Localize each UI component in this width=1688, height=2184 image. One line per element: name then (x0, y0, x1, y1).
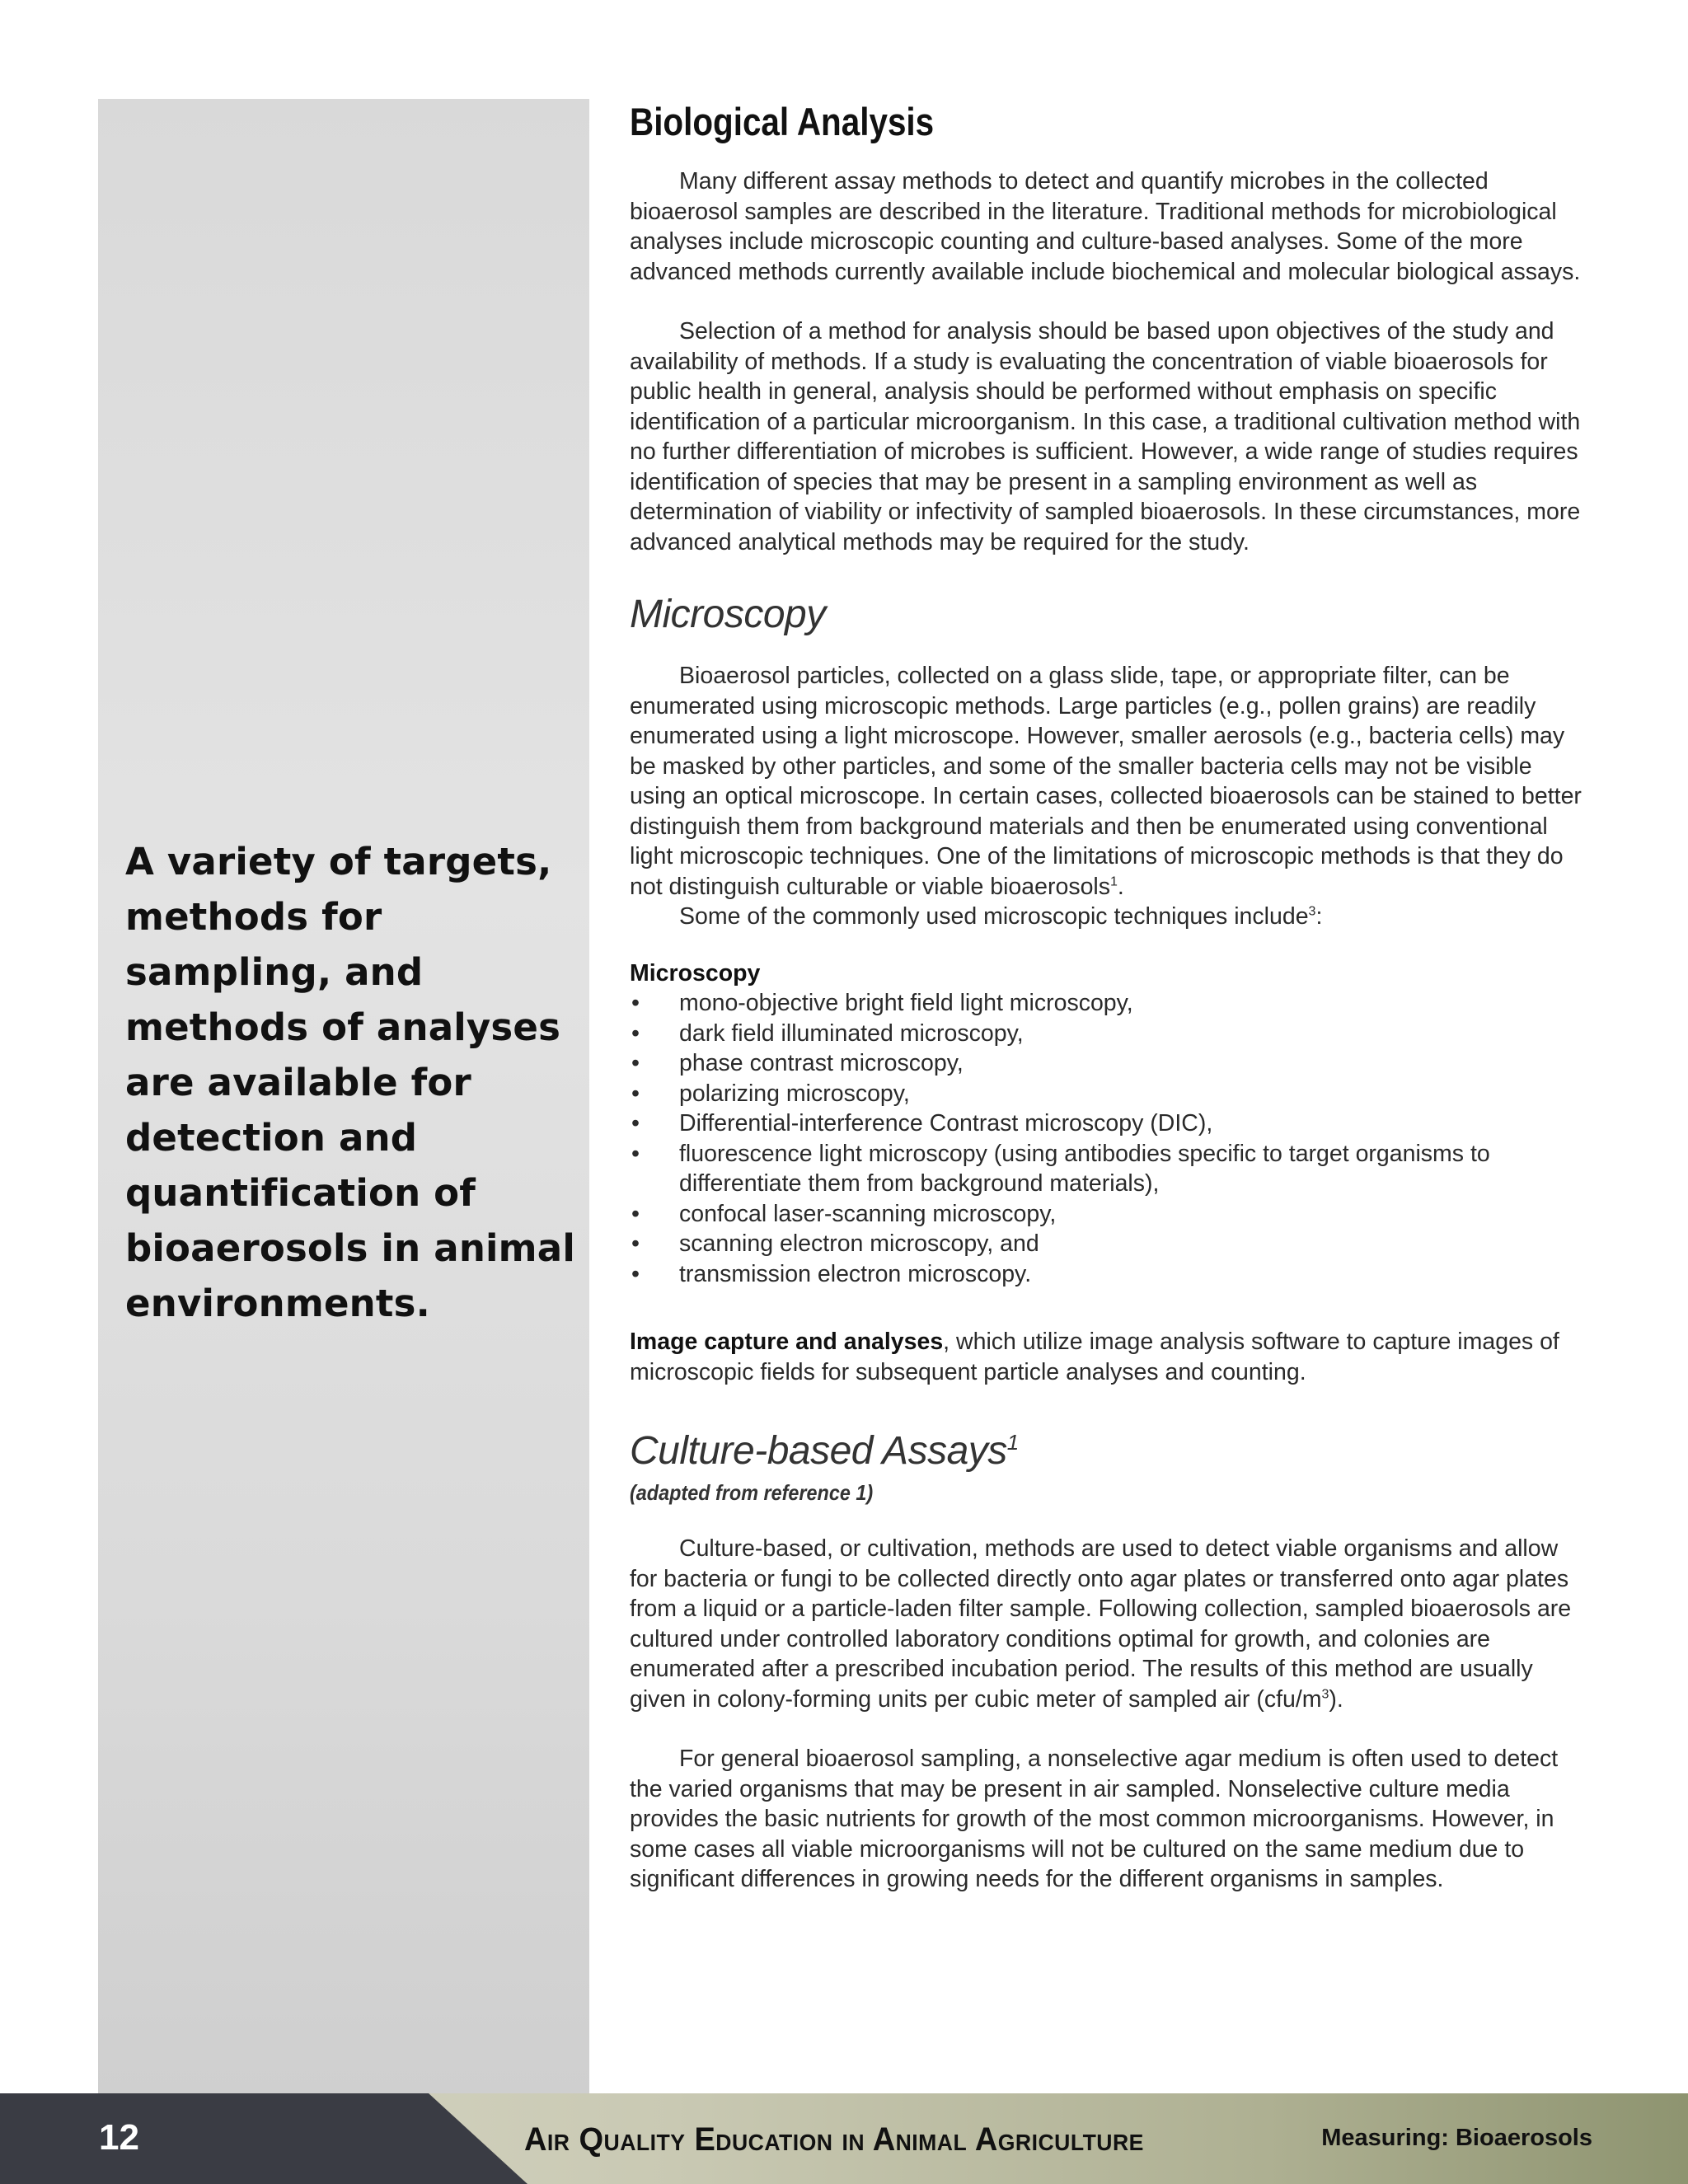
image-capture-paragraph: Image capture and analyses, which utilize image analysis software to capture images of microscopic fields for subsequent particle analyses and counting. (630, 1329, 1559, 1385)
section-title: Biological Analysis (630, 100, 935, 143)
list-item: • scanning electron microscopy, and (631, 1230, 1039, 1257)
list-item: • fluorescence light microscopy (using antibodies specific to target organisms to differentiate them from background materials), (631, 1140, 1490, 1197)
page-number: 12 (99, 2117, 139, 2158)
microscopy-list-title: Microscopy (630, 959, 761, 987)
footer-section-label: Measuring: Bioaerosols (1321, 2125, 1592, 2151)
list-item: • Differential-interference Contrast microscopy (DIC), (631, 1110, 1213, 1137)
culture-caption: (adapted from reference 1) (630, 1480, 874, 1505)
microscopy-technique-list (630, 988, 1590, 1289)
publication-title: Air Quality Education in Animal Agriculture (524, 2121, 1144, 2158)
microscopy-paragraph-1: Bioaerosol particles, collected on a glass slide, tape, or appropriate filter, can be enumerated using microscopic methods. Large particles (e.g., pollen grains) are readily enumerated using a light microscope. However, smaller aerosols (e.g., bacteria cells) may be masked by other particles, and some of the smaller bacteria cells may not be visible using an optical microscope. In certain cases, collected bioaerosols can be stained to better distinguish them from background materials and then be enumerated using conventional light microscopic techniques. One of the limitations of microscopic methods is that they do not distinguish culturable or viable bioaerosols$^1$. (630, 663, 1582, 900)
intro-paragraph-1: Many different assay methods to detect and quantify microbes in the collected bioaerosol samples are described in the literature. Traditional methods for microbiological analyses include microscopic counting and culture-based analyses. Some of the more advanced methods currently available include biochemical and molecular biological assays. (630, 168, 1581, 285)
pull-quote: A variety of targets, methods for sampling, and methods of analyses are available for detection and quantification of bioaerosols in animal environments. (125, 840, 575, 1325)
culture-heading: Culture-based Assays$^1$ (630, 1429, 1019, 1473)
microscopy-heading: Microscopy (630, 593, 826, 636)
main-column (630, 92, 1590, 1895)
list-item: • mono-objective bright field light microscopy, (631, 990, 1133, 1016)
footer-dark-band (0, 2093, 528, 2184)
list-item: • transmission electron microscopy. (631, 1260, 1032, 1287)
list-item: • confocal laser-scanning microscopy, (631, 1200, 1057, 1227)
list-item: • dark field illuminated microscopy, (631, 1019, 1024, 1047)
intro-paragraph-2: Selection of a method for analysis should be based upon objectives of the study and availability of methods. If a study is evaluating the concentration of viable bioaerosols for public health in general, analysis should be performed without emphasis on specific identification of a particular microorganism. In this case, a traditional cultivation method with no further differentiation of microbes is sufficient. However, a wide range of studies requires identification of species that may be present in a sampling environment as well as determination of viability or infectivity of sampled bioaerosols. In these circumstances, more advanced analytical methods may be required for the study. (630, 318, 1581, 555)
list-item: • polarizing microscopy, (631, 1080, 910, 1107)
culture-paragraph-1: Culture-based, or cultivation, methods are used to detect viable organisms and allow for bacteria or fungi to be collected directly onto agar plates or transferred onto agar plates from a liquid or a particle-laden filter sample. Following collection, sampled bioaerosols are cultured under controlled laboratory conditions optimal for growth, and colonies are enumerated after a prescribed incubation period. The results of this method are usually given in colony-forming units per cubic meter of sampled air $(cfu/m^3)$. (630, 1535, 1572, 1713)
page-footer (0, 2093, 1688, 2184)
microscopy-paragraph-2: Some of the commonly used microscopic techniques include$^3$: (679, 903, 1323, 930)
culture-paragraph-2: For general bioaerosol sampling, a nonselective agar medium is often used to detect the varied organisms that may be present in air sampled. Nonselective culture media provides the basic nutrients for growth of the most common microorganisms. However, in some cases all viable microorganisms will not be cultured on the same medium due to significant differences in growing needs for the different organisms in samples. (630, 1746, 1559, 1892)
list-item: • phase contrast microscopy, (631, 1050, 964, 1076)
